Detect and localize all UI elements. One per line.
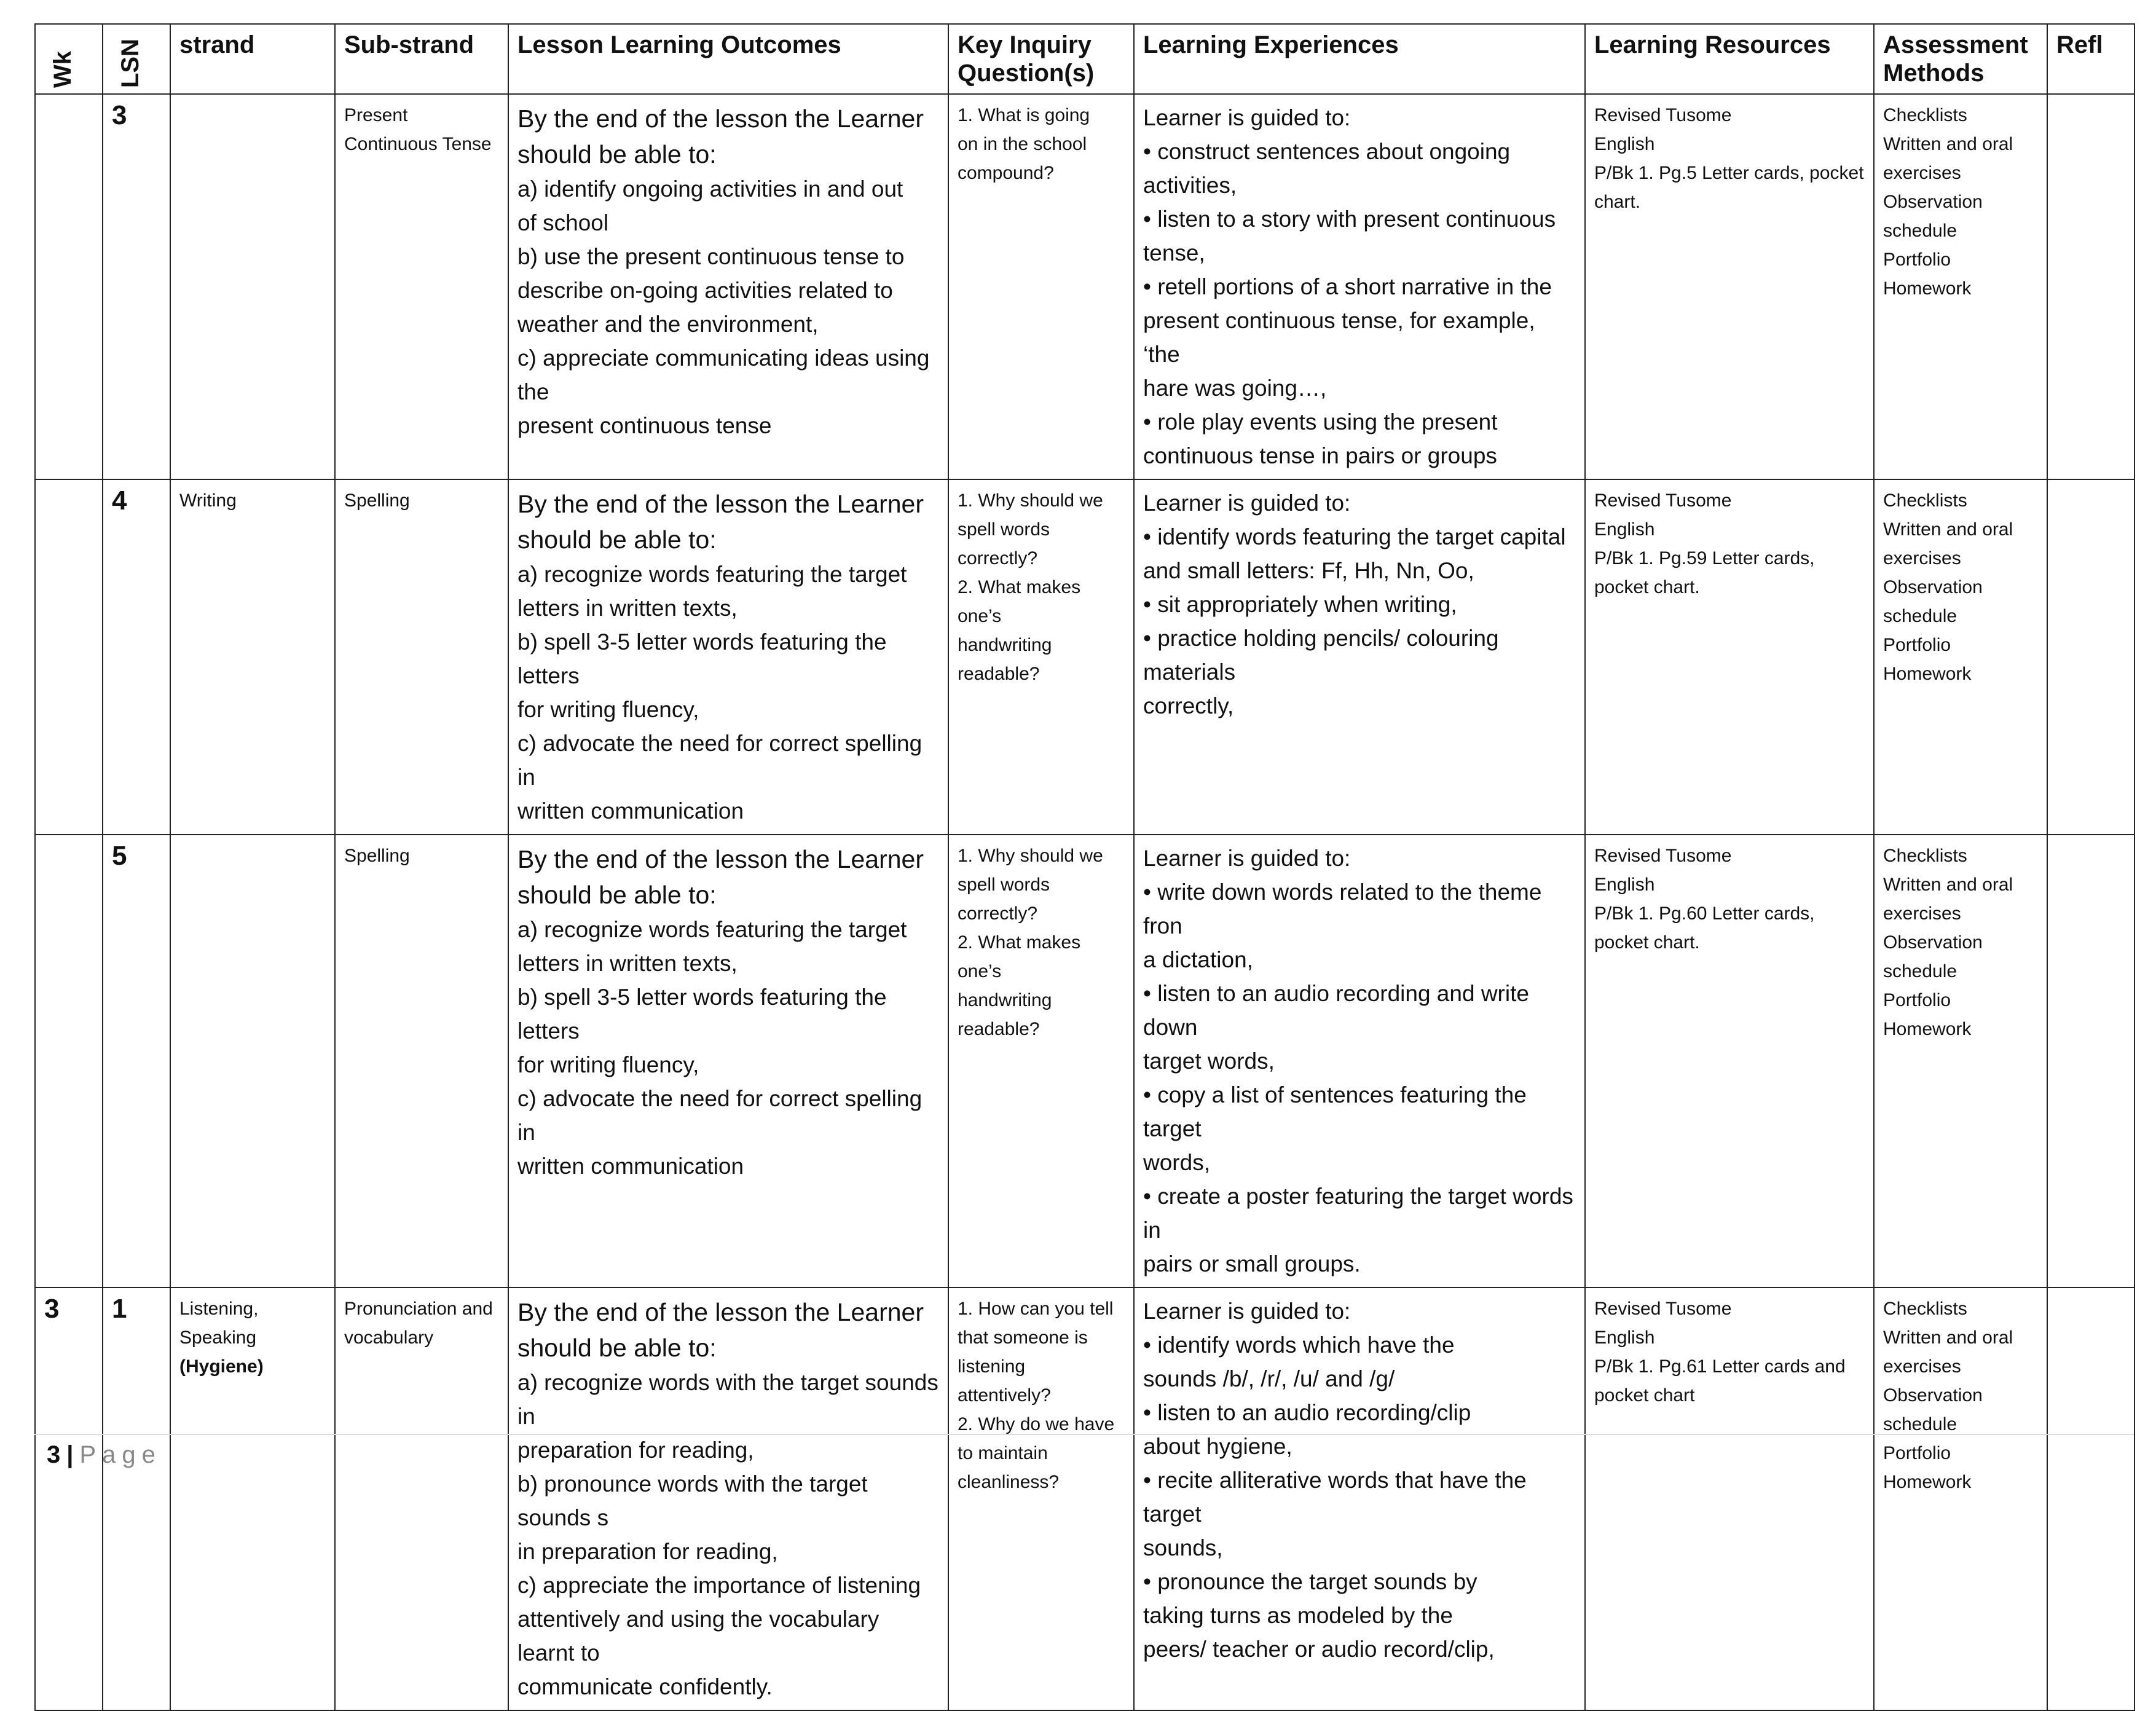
inquiry-line: 1. Why should we [958, 490, 1103, 511]
experience-line: hare was going…, [1143, 376, 1327, 401]
experience-line: present continuous tense, for example, ‘the [1143, 308, 1541, 367]
resource-line: pocket chart. [1594, 932, 1700, 953]
experience-line: • identify words featuring the target capital [1143, 524, 1566, 549]
inquiry-line: on in the school [958, 134, 1087, 154]
outcome-intro: By the end of the lesson the Learner [517, 1298, 924, 1326]
substrand-line: vocabulary [344, 1328, 434, 1348]
assessment-line: Observation [1883, 932, 1983, 953]
table-row [35, 94, 2134, 479]
table-row [35, 479, 2134, 835]
resource-line: Revised Tusome [1594, 490, 1732, 511]
outcome-intro: should be able to: [517, 1334, 717, 1362]
assessment-line: Written and oral [1883, 1328, 2013, 1348]
cell-outcomes [508, 94, 948, 479]
cell-experiences [1134, 479, 1585, 835]
assessment-line: schedule [1883, 221, 1957, 241]
cell-resources [1585, 835, 1874, 1288]
experience-line: • write down words related to the theme fron [1143, 879, 1548, 938]
experience-line: • construct sentences about ongoing [1143, 139, 1511, 164]
cell-resources [1585, 479, 1874, 835]
assessment-line: Homework [1883, 664, 1972, 684]
outcome-intro: should be able to: [517, 525, 717, 554]
experience-line: • sit appropriately when writing, [1143, 592, 1457, 617]
resource-line: English [1594, 1328, 1655, 1348]
cell-experiences [1134, 835, 1585, 1288]
assessment-line: exercises [1883, 903, 1961, 924]
cell-week: 3 [35, 1288, 103, 1710]
assessment-line: Checklists [1883, 105, 1967, 125]
assessment-line: Portfolio [1883, 990, 1951, 1010]
experience-line: and small letters: Ff, Hh, Nn, Oo, [1143, 558, 1474, 583]
header-lsn: LSN [103, 24, 170, 94]
assessment-line: Written and oral [1883, 134, 2013, 154]
footer-separator: | [66, 1441, 74, 1468]
resource-line: Revised Tusome [1594, 105, 1732, 125]
resource-line: English [1594, 519, 1655, 540]
cell-week [35, 835, 103, 1288]
inquiry-line: correctly? [958, 548, 1038, 568]
cell-key-inquiry [948, 1288, 1134, 1710]
assessment-line: Portfolio [1883, 250, 1951, 270]
cell-substrand [335, 94, 508, 479]
outcome-intro: should be able to: [517, 140, 717, 168]
assessment-line: Observation [1883, 1385, 1983, 1406]
cell-assessment [1874, 94, 2047, 479]
assessment-line: Homework [1883, 1472, 1972, 1492]
assessment-line: Checklists [1883, 1299, 1967, 1319]
experience-line: activities, [1143, 173, 1237, 198]
assessment-line: Observation [1883, 192, 1983, 212]
inquiry-line: one’s [958, 961, 1002, 981]
cell-reflection [2047, 479, 2134, 835]
assessment-line: Observation [1883, 577, 1983, 597]
cell-reflection [2047, 835, 2134, 1288]
outcome-line: c) appreciate the importance of listening [517, 1573, 921, 1598]
inquiry-line: one’s [958, 606, 1002, 626]
inquiry-line: 1. How can you tell [958, 1299, 1114, 1319]
inquiry-line: that someone is [958, 1328, 1088, 1348]
header-key-inquiry: Key Inquiry Question(s) [948, 24, 1134, 94]
outcome-line: weather and the environment, [517, 312, 819, 337]
cell-key-inquiry [948, 94, 1134, 479]
header-assessment: Assessment Methods [1874, 24, 2047, 94]
experience-line: peers/ teacher or audio record/clip, [1143, 1637, 1495, 1662]
cell-lesson: 5 [103, 835, 170, 1288]
resource-line: pocket chart [1594, 1385, 1695, 1406]
header-refl: Refl [2047, 24, 2134, 94]
cell-reflection [2047, 94, 2134, 479]
experience-line: correctly, [1143, 693, 1234, 718]
experience-line: sounds, [1143, 1535, 1223, 1560]
cell-assessment [1874, 479, 2047, 835]
assessment-line: Portfolio [1883, 1443, 1951, 1463]
experience-line: Learner is guided to: [1143, 846, 1351, 871]
page-footer [47, 1441, 162, 1469]
cell-experiences [1134, 1288, 1585, 1710]
assessment-line: schedule [1883, 961, 1957, 981]
cell-strand [170, 1288, 335, 1710]
outcome-intro: By the end of the lesson the Learner [517, 104, 924, 133]
inquiry-line: 1. Why should we [958, 846, 1103, 866]
inquiry-line: spell words [958, 875, 1050, 895]
outcome-line: for writing fluency, [517, 697, 699, 722]
outcome-line: attentively and using the vocabulary learnt to [517, 1607, 886, 1666]
resource-line: English [1594, 875, 1655, 895]
assessment-line: Homework [1883, 1019, 1972, 1039]
outcome-line: written communication [517, 1154, 744, 1179]
substrand-line: Spelling [344, 490, 410, 511]
cell-resources [1585, 1288, 1874, 1710]
experience-line: pairs or small groups. [1143, 1251, 1361, 1276]
cell-lesson: 3 [103, 94, 170, 479]
header-resources: Learning Resources [1585, 24, 1874, 94]
inquiry-line: 1. What is going [958, 105, 1090, 125]
resource-line: Revised Tusome [1594, 1299, 1732, 1319]
experience-line: Learner is guided to: [1143, 105, 1351, 130]
experience-line: tense, [1143, 240, 1205, 266]
outcome-intro: By the end of the lesson the Learner [517, 490, 924, 518]
experience-line: sounds /b/, /r/, /u/ and /g/ [1143, 1366, 1395, 1391]
cell-strand [170, 479, 335, 835]
assessment-line: schedule [1883, 606, 1957, 626]
outcome-line: written communication [517, 798, 744, 824]
experience-line: • listen to a story with present continuous [1143, 206, 1556, 232]
cell-reflection [2047, 1288, 2134, 1710]
cell-substrand [335, 479, 508, 835]
experience-line: • copy a list of sentences featuring the target [1143, 1082, 1533, 1141]
outcome-intro: By the end of the lesson the Learner [517, 845, 924, 873]
experience-line: about hygiene, [1143, 1434, 1292, 1459]
experience-line: • practice holding pencils/ colouring materials [1143, 626, 1505, 685]
resource-line: chart. [1594, 192, 1641, 212]
outcome-line: b) spell 3-5 letter words featuring the letters [517, 629, 893, 688]
strand-line: Listening, [179, 1299, 259, 1319]
cell-resources [1585, 94, 1874, 479]
assessment-line: Written and oral [1883, 519, 2013, 540]
inquiry-line: readable? [958, 664, 1040, 684]
inquiry-line: correctly? [958, 903, 1038, 924]
assessment-line: Checklists [1883, 490, 1967, 511]
outcome-line: a) recognize words featuring the target [517, 917, 907, 942]
assessment-line: exercises [1883, 1356, 1961, 1377]
inquiry-line: readable? [958, 1019, 1040, 1039]
resource-line: English [1594, 134, 1655, 154]
cell-strand [170, 94, 335, 479]
header-outcomes: Lesson Learning Outcomes [508, 24, 948, 94]
resource-line: P/Bk 1. Pg.61 Letter cards and [1594, 1356, 1846, 1377]
cell-lesson: 1 [103, 1288, 170, 1710]
substrand-line: Present [344, 105, 408, 125]
outcome-line: describe on-going activities related to [517, 278, 893, 303]
outcome-line: present continuous tense [517, 413, 772, 438]
inquiry-line: 2. Why do we have [958, 1414, 1115, 1434]
page-number: 3 [47, 1441, 61, 1468]
inquiry-line: cleanliness? [958, 1472, 1060, 1492]
inquiry-line: compound? [958, 163, 1054, 183]
outcome-intro: should be able to: [517, 881, 717, 909]
outcome-line: b) use the present continuous tense to [517, 244, 905, 269]
footer-divider [34, 1434, 2134, 1435]
cell-week [35, 479, 103, 835]
cell-strand [170, 835, 335, 1288]
experience-line: continuous tense in pairs or groups [1143, 443, 1497, 468]
experience-line: Learner is guided to: [1143, 1299, 1351, 1324]
inquiry-line: listening [958, 1356, 1026, 1377]
outcome-line: for writing fluency, [517, 1052, 699, 1077]
resource-line: P/Bk 1. Pg.59 Letter cards, [1594, 548, 1815, 568]
experience-line: target words, [1143, 1048, 1275, 1074]
header-row [35, 24, 2134, 94]
substrand-line: Continuous Tense [344, 134, 492, 154]
outcome-line: a) recognize words with the target sounds in [517, 1370, 945, 1429]
assessment-line: exercises [1883, 548, 1961, 568]
outcome-line: c) advocate the need for correct spelling in [517, 731, 929, 790]
experience-line: Learner is guided to: [1143, 490, 1351, 516]
outcome-line: letters in written texts, [517, 951, 738, 976]
cell-outcomes [508, 1288, 948, 1710]
inquiry-line: spell words [958, 519, 1050, 540]
assessment-line: schedule [1883, 1414, 1957, 1434]
cell-key-inquiry [948, 479, 1134, 835]
outcome-line: a) identify ongoing activities in and out [517, 176, 903, 202]
outcome-line: of school [517, 210, 609, 235]
experience-line: taking turns as modeled by the [1143, 1603, 1453, 1628]
experience-line: • listen to an audio recording/clip [1143, 1400, 1471, 1425]
outcome-line: letters in written texts, [517, 596, 738, 621]
cell-substrand [335, 835, 508, 1288]
header-wk: Wk [35, 24, 103, 94]
outcome-line: c) appreciate communicating ideas using the [517, 345, 936, 404]
outcome-line: preparation for reading, [517, 1438, 754, 1463]
outcome-line: b) spell 3-5 letter words featuring the letters [517, 985, 893, 1044]
outcome-line: in preparation for reading, [517, 1539, 778, 1564]
inquiry-line: 2. What makes [958, 932, 1081, 953]
outcome-line: b) pronounce words with the target sounds s [517, 1471, 874, 1530]
resource-line: P/Bk 1. Pg.60 Letter cards, [1594, 903, 1815, 924]
experience-line: • retell portions of a short narrative in the [1143, 274, 1552, 299]
assessment-line: Portfolio [1883, 635, 1951, 655]
assessment-line: Homework [1883, 278, 1972, 299]
cell-assessment [1874, 835, 2047, 1288]
header-substrand: Sub-strand [335, 24, 508, 94]
cell-experiences [1134, 94, 1585, 479]
assessment-line: Checklists [1883, 846, 1967, 866]
header-strand: strand [170, 24, 335, 94]
assessment-line: exercises [1883, 163, 1961, 183]
experience-line: • pronounce the target sounds by [1143, 1569, 1477, 1594]
strand-theme: (Hygiene) [179, 1356, 264, 1377]
strand-line: Speaking [179, 1328, 257, 1348]
experience-line: a dictation, [1143, 947, 1253, 972]
inquiry-line: 2. What makes [958, 577, 1081, 597]
cell-outcomes [508, 835, 948, 1288]
inquiry-line: handwriting [958, 990, 1052, 1010]
outcome-line: c) advocate the need for correct spelling in [517, 1086, 929, 1145]
cell-lesson: 4 [103, 479, 170, 835]
strand-line: Writing [179, 490, 237, 511]
table-row [35, 835, 2134, 1288]
cell-substrand [335, 1288, 508, 1710]
outcome-line: communicate confidently. [517, 1674, 773, 1699]
substrand-line: Pronunciation and [344, 1299, 493, 1319]
cell-week [35, 94, 103, 479]
resource-line: pocket chart. [1594, 577, 1700, 597]
resource-line: Revised Tusome [1594, 846, 1732, 866]
experience-line: words, [1143, 1150, 1210, 1175]
page-label: Page [79, 1441, 162, 1468]
assessment-line: Written and oral [1883, 875, 2013, 895]
inquiry-line: handwriting [958, 635, 1052, 655]
inquiry-line: to maintain [958, 1443, 1048, 1463]
substrand-line: Spelling [344, 846, 410, 866]
table-row [35, 1288, 2134, 1710]
scheme-of-work-table [34, 23, 2135, 1711]
cell-key-inquiry [948, 835, 1134, 1288]
outcome-line: a) recognize words featuring the target [517, 562, 907, 587]
header-experiences: Learning Experiences [1134, 24, 1585, 94]
resource-line: P/Bk 1. Pg.5 Letter cards, pocket [1594, 163, 1864, 183]
experience-line: • role play events using the present [1143, 409, 1498, 435]
experience-line: • identify words which have the [1143, 1332, 1455, 1358]
experience-line: • listen to an audio recording and write down [1143, 981, 1536, 1040]
experience-line: • create a poster featuring the target words in [1143, 1184, 1580, 1243]
inquiry-line: attentively? [958, 1385, 1051, 1406]
cell-outcomes [508, 479, 948, 835]
experience-line: • recite alliterative words that have the target [1143, 1468, 1533, 1527]
cell-assessment [1874, 1288, 2047, 1710]
